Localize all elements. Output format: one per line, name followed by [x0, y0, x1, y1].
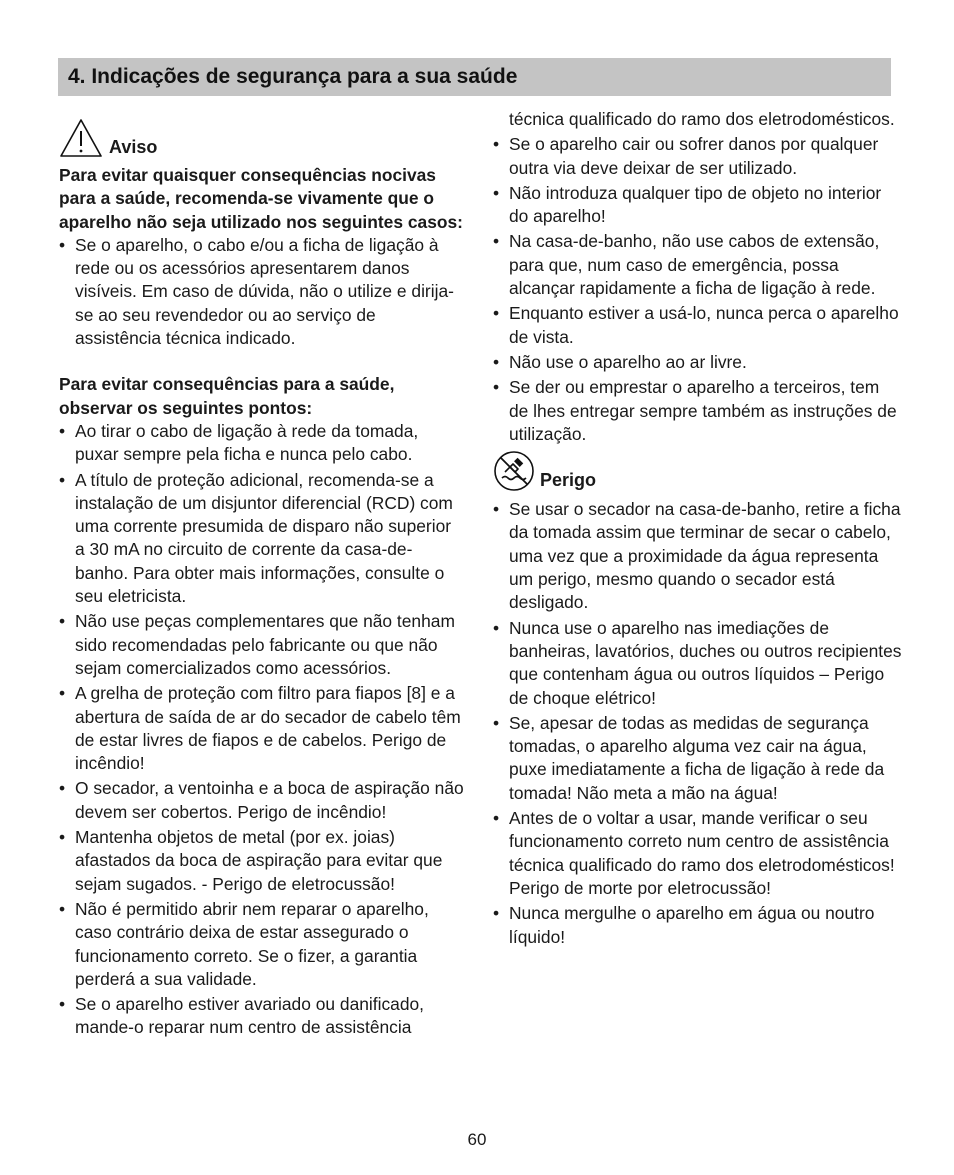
precaution-list — [59, 420, 464, 1040]
warning-intro: Para evitar quaisquer consequências nocivas para a saúde, recomenda-se vivamente que o aparelho não seja utilizado nos seguintes casos: — [59, 165, 463, 232]
list-item: • Mantenha objetos de metal (por ex. joias) afastados da boca de aspiração para evitar que sejam sugados. - Perigo de eletrocussão! — [59, 826, 464, 896]
precaution-list-continued — [493, 133, 903, 446]
list-item: • Não use peças complementares que não tenham sido recomendadas pelo fabricante ou que não sejam comercializados como acessórios. — [59, 610, 464, 680]
right-column — [493, 108, 903, 951]
list-item: • Se der ou emprestar o aparelho a terceiros, tem de lhes entregar sempre também as instruções de utilização. — [493, 376, 903, 446]
warning-heading — [59, 134, 464, 162]
list-item: • Ao tirar o cabo de ligação à rede da tomada, puxar sempre pela ficha e nunca pelo cabo. — [59, 420, 464, 467]
warning-title: Aviso — [109, 137, 158, 157]
list-item: • Enquanto estiver a usá-lo, nunca perca o aparelho de vista. — [493, 302, 903, 349]
list-item: • Nunca use o aparelho nas imediações de banheiras, lavatórios, duches ou outros recipientes que contenham água ou outros líquidos – Perigo de choque elétrico! — [493, 617, 903, 710]
danger-title: Perigo — [540, 470, 597, 491]
page-number: 60 — [467, 1130, 487, 1149]
list-item: • Antes de o voltar a usar, mande verificar o seu funcionamento correto num centro de assistência técnica qualificado do ramo dos eletrodomésticos! Perigo de morte por eletrocussão! — [493, 807, 903, 900]
list-item: • Se, apesar de todas as medidas de segurança tomadas, o aparelho alguma vez cair na água, puxe imediatamente a ficha de ligação à rede da tomada! Não meta a mão na água! — [493, 712, 903, 805]
warning-list — [59, 234, 464, 350]
list-item: • Se o aparelho estiver avariado ou danificado, mande-o reparar num centro de assistência — [59, 993, 464, 1040]
list-item: • A título de proteção adicional, recomenda-se a instalação de um disjuntor diferencial (RCD) com uma corrente presumida de disparo não superior a 30 mA no circuito de corrente da casa-de-banho. Para obter mais informações, consulte o seu eletricista. — [59, 469, 464, 609]
list-item: • Não use o aparelho ao ar livre. — [493, 351, 903, 374]
list-item: • O secador, a ventoinha e a boca de aspiração não devem ser cobertos. Perigo de incêndio! — [59, 777, 464, 824]
danger-list — [493, 498, 903, 949]
list-item: • Se usar o secador na casa-de-banho, retire a ficha da tomada assim que terminar de secar o cabelo, uma vez que a proximidade da água representa um perigo, mesmo quando o secador está desligado. — [493, 498, 903, 614]
no-water-hazard-icon — [493, 450, 535, 492]
left-column — [59, 134, 464, 1042]
section-header — [58, 58, 891, 96]
list-item: • Não introduza qualquer tipo de objeto no interior do aparelho! — [493, 182, 903, 229]
section-title: 4. Indicações de segurança para a sua saúde — [68, 65, 518, 88]
list-item: • A grelha de proteção com filtro para fiapos [8] e a abertura de saída de ar do secador de cabelo têm de estar livres de fiapos e de cabelos. Perigo de incêndio! — [59, 682, 464, 775]
list-item: • Na casa-de-banho, não use cabos de extensão, para que, num caso de emergência, possa alcançar rapidamente a ficha de ligação à rede. — [493, 230, 903, 300]
list-item-continuation: técnica qualificado do ramo dos eletrodomésticos. — [509, 109, 895, 129]
list-item: • Não é permitido abrir nem reparar o aparelho, caso contrário deixa de estar assegurado o funcionamento correto. Se o fizer, a garantia perderá a sua validade. — [59, 898, 464, 991]
list-item: • Nunca mergulhe o aparelho em água ou noutro líquido! — [493, 902, 903, 949]
warning-triangle-icon — [59, 118, 103, 158]
danger-heading — [493, 468, 903, 496]
list-item: • Se o aparelho, o cabo e/ou a ficha de ligação à rede ou os acessórios apresentarem danos visíveis. Em caso de dúvida, não o utilize e dirija-se ao seu revendedor ou ao serviço de assistência técnica indicado. — [59, 234, 464, 350]
warning-intro-2: Para evitar consequências para a saúde, observar os seguintes pontos: — [59, 374, 395, 418]
list-item: • Se o aparelho cair ou sofrer danos por qualquer outra via deve deixar de ser utilizado. — [493, 133, 903, 180]
